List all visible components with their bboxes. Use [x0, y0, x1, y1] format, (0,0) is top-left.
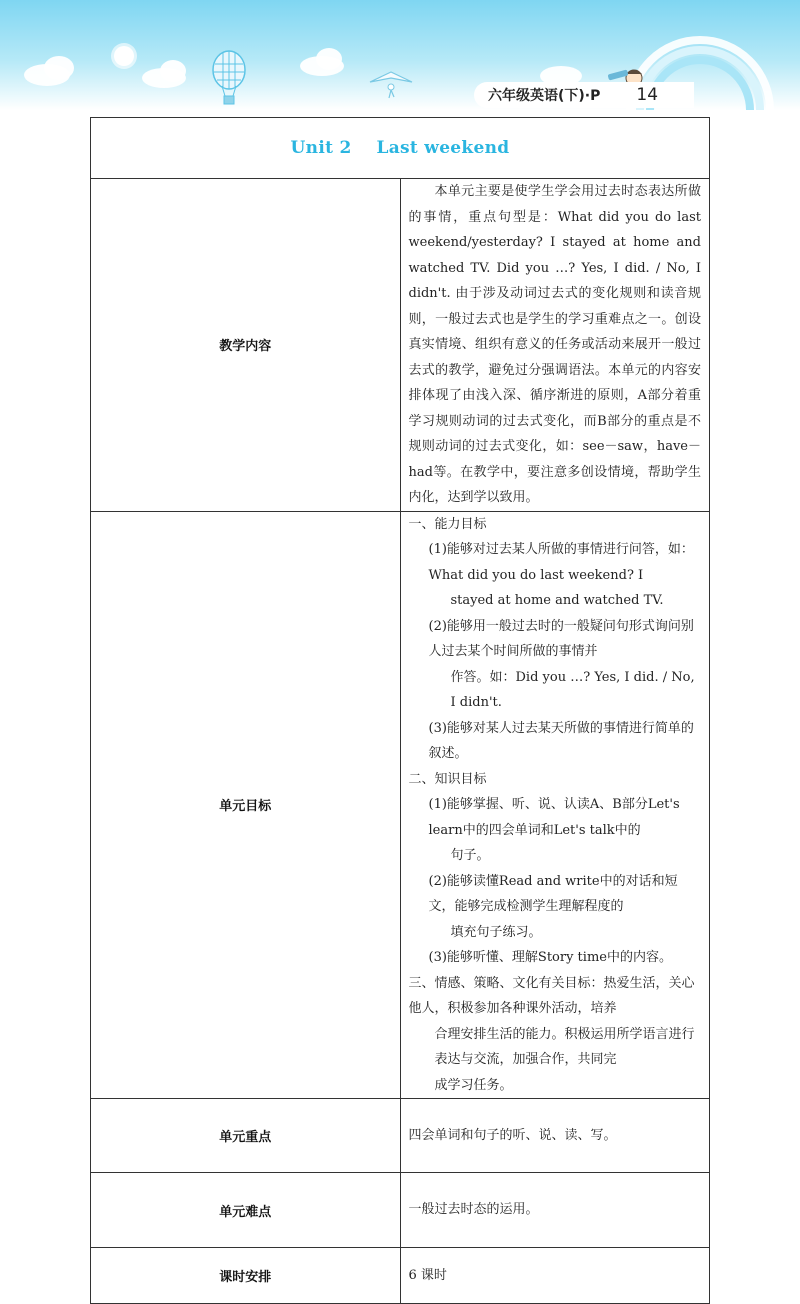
content-paragraph: 本单元主要是使学生学会用过去时态表达所做的事情，重点句型是：What did you do last weekend/yesterday? I stayed at home and watched TV. Did you …? Yes, I did. / No, I didn't. 由于涉及动词过去式的变化规则和读音规则，一般过去式也是学生的学习重难点之一。创设真实情境、组织有意义的任务或活动来展开一般过去式的教学，避免过分强调语法。本单元的内容安排体现了由浅入深、循序渐进的原则，A部分着重学习规则动词的过去式变化，而B部分的重点是不规则动词的过去式变化，如：see－saw，have－had等。在教学中，要注意多创设情境，帮助学生内化，达到学以致用。	[408, 184, 701, 505]
header-banner	[0, 0, 800, 110]
goal-section-knowledge: 二、知识目标	[408, 771, 487, 787]
hang-glider-icon	[368, 70, 414, 100]
difficulty-text: 一般过去时态的运用。	[400, 1173, 710, 1248]
lesson-plan-table	[90, 117, 710, 1304]
unit-title: Unit 2 Last weekend	[290, 138, 510, 158]
goal-section-ability: 一、能力目标	[408, 516, 487, 532]
schedule-row	[91, 1248, 710, 1304]
title-cell	[91, 118, 710, 179]
goal-item: (1)能够掌握、听、说、认读A、B部分Let's learn中的四会单词和Let's talk中的	[428, 797, 680, 838]
hot-air-balloon-icon	[210, 50, 248, 106]
goal-item: (2)能够读懂Read and write中的对话和短文，能够完成检测学生理解程度的	[428, 873, 678, 914]
schedule-text: 6 课时	[400, 1248, 710, 1304]
goal-section-continued: 成学习任务。	[434, 1077, 513, 1093]
cloud	[44, 56, 74, 80]
difficulty-label: 单元难点	[91, 1173, 401, 1248]
cloud	[316, 48, 342, 70]
goal-item-continued: 填充句子练习。	[450, 924, 542, 940]
goals-row	[91, 511, 710, 1099]
title-row	[91, 118, 710, 179]
focus-label: 单元重点	[91, 1099, 401, 1173]
book-title: 六年级英语(下)·P	[488, 88, 601, 104]
goals-cell	[400, 511, 710, 1099]
schedule-label: 课时安排	[91, 1248, 401, 1304]
goal-item-continued: 作答。如：Did you …? Yes, I did. / No, I didn't.	[450, 669, 695, 710]
content-label: 教学内容	[91, 179, 401, 512]
content-text-cell	[400, 179, 710, 512]
goal-item-continued: 句子。	[450, 848, 490, 863]
cloud	[160, 60, 186, 82]
goal-item: (3)能够对某人过去某天所做的事情进行简单的叙述。	[428, 720, 694, 761]
content-row	[91, 179, 710, 512]
goal-item-continued: stayed at home and watched TV.	[450, 593, 664, 608]
difficulty-row	[91, 1173, 710, 1248]
focus-text: 四会单词和句子的听、说、读、写。	[400, 1099, 710, 1173]
goal-section-affective: 三、情感、策略、文化有关目标：热爱生活，关心他人，积极参加各种课外活动，培养	[408, 975, 695, 1016]
page-number: 14	[636, 85, 659, 105]
sun-icon	[114, 46, 134, 66]
page-label	[474, 82, 694, 108]
goal-item: (2)能够用一般过去时的一般疑问句形式询问别人过去某个时间所做的事情并	[428, 618, 694, 659]
goal-item: (1)能够对过去某人所做的事情进行问答，如：What did you do last weekend? I	[428, 542, 694, 583]
goal-section-continued: 合理安排生活的能力。积极运用所学语言进行表达与交流，加强合作，共同完	[434, 1026, 695, 1067]
goals-label: 单元目标	[91, 511, 401, 1099]
focus-row	[91, 1099, 710, 1173]
goal-item: (3)能够听懂、理解Story time中的内容。	[428, 950, 672, 965]
